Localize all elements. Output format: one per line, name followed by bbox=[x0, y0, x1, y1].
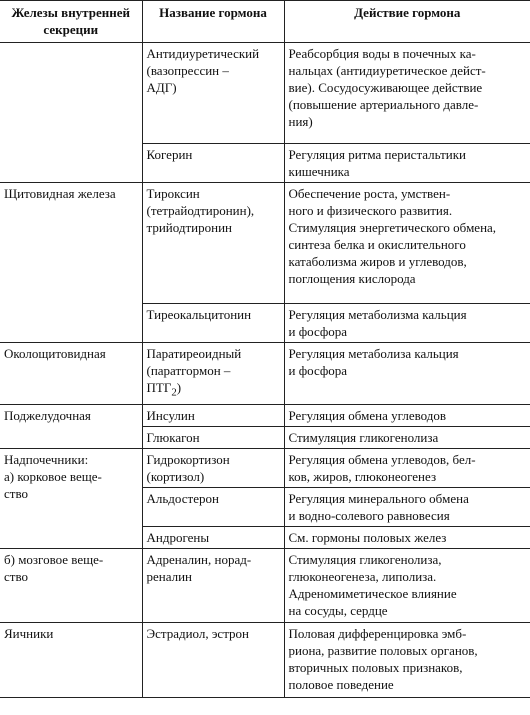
table-row bbox=[0, 548, 530, 622]
header-hormone: Название гормона bbox=[142, 1, 284, 43]
table-row bbox=[0, 448, 530, 487]
hormone-cell: Тироксин (тетрайодтиронин), трийодтиронин bbox=[142, 183, 284, 304]
action-cell: Стимуляция гликогенолиза, глюконеогенеза, липолиза. Адреномиметическое влияние на сосуды, сердце bbox=[284, 548, 530, 622]
table-row bbox=[0, 183, 530, 304]
header-gland: Железы внутренней секреции bbox=[0, 1, 142, 43]
action-cell: См. гормоны половых желез bbox=[284, 526, 530, 548]
table-row bbox=[0, 622, 530, 697]
action-cell: Реабсорбция воды в почечных ка- нальцах (антидиуретическое дейст- вие). Сосудосуживающее действие (повышение артериального давле- ния) bbox=[284, 43, 530, 144]
hormone-cell: Андрогены bbox=[142, 526, 284, 548]
gland-cell: Яичники bbox=[0, 622, 142, 697]
hormone-cell: Альдостерон bbox=[142, 487, 284, 526]
action-cell: Регуляция метаболизма кальция и фосфора bbox=[284, 304, 530, 343]
gland-cell: Околощитовидная bbox=[0, 343, 142, 405]
action-cell: Половая дифференцировка эмб- риона, развитие половых органов, вторичных половых признаков, половое поведение bbox=[284, 622, 530, 697]
action-cell: Регуляция минерального обмена и водно-солевого равновесия bbox=[284, 487, 530, 526]
hormone-tail: ) bbox=[176, 380, 182, 395]
action-cell: Регуляция обмена углеводов, бел- ков, жиров, глюконеогенез bbox=[284, 448, 530, 487]
hormone-cell: Глюкагон bbox=[142, 426, 284, 448]
hormone-cell: Гидрокортизон (кортизол) bbox=[142, 448, 284, 487]
action-cell: Регуляция ритма перистальтики кишечника bbox=[284, 144, 530, 183]
hormone-cell: Паратиреоидный (паратгормон – $ПТГ_2$) bbox=[142, 343, 284, 405]
header-row bbox=[0, 1, 530, 43]
table-row bbox=[0, 404, 530, 426]
gland-cell: Щитовидная железа bbox=[0, 183, 142, 343]
header-action: Действие гормона bbox=[284, 1, 530, 43]
hormone-cell: Тиреокальцитонин bbox=[142, 304, 284, 343]
action-cell: Стимуляция гликогенолиза bbox=[284, 426, 530, 448]
table-row bbox=[0, 343, 530, 405]
gland-cell: б) мозговое веще- ство bbox=[0, 548, 142, 622]
table-row bbox=[0, 43, 530, 144]
gland-cell: Поджелудочная bbox=[0, 404, 142, 448]
hormone-cell: Антидиуретический (вазопрессин – АДГ) bbox=[142, 43, 284, 144]
hormone-cell: Инсулин bbox=[142, 404, 284, 426]
subscript: 2 bbox=[171, 386, 177, 399]
hormone-cell: Адреналин, норад- реналин bbox=[142, 548, 284, 622]
gland-cell bbox=[0, 43, 142, 183]
hormone-cell: Когерин bbox=[142, 144, 284, 183]
action-cell: Регуляция метаболиза кальция и фосфора bbox=[284, 343, 530, 405]
hormone-cell: Эстрадиол, эстрон bbox=[142, 622, 284, 697]
gland-cell: Надпочечники: а) корковое веще- ство bbox=[0, 448, 142, 548]
action-cell: Регуляция обмена углеводов bbox=[284, 404, 530, 426]
action-cell: Обеспечение роста, умствен- ного и физического развития. Стимуляция энергетического обмена, синтеза белка и окислительного катаболизма жиров и углеводов, поглощения кислорода bbox=[284, 183, 530, 304]
